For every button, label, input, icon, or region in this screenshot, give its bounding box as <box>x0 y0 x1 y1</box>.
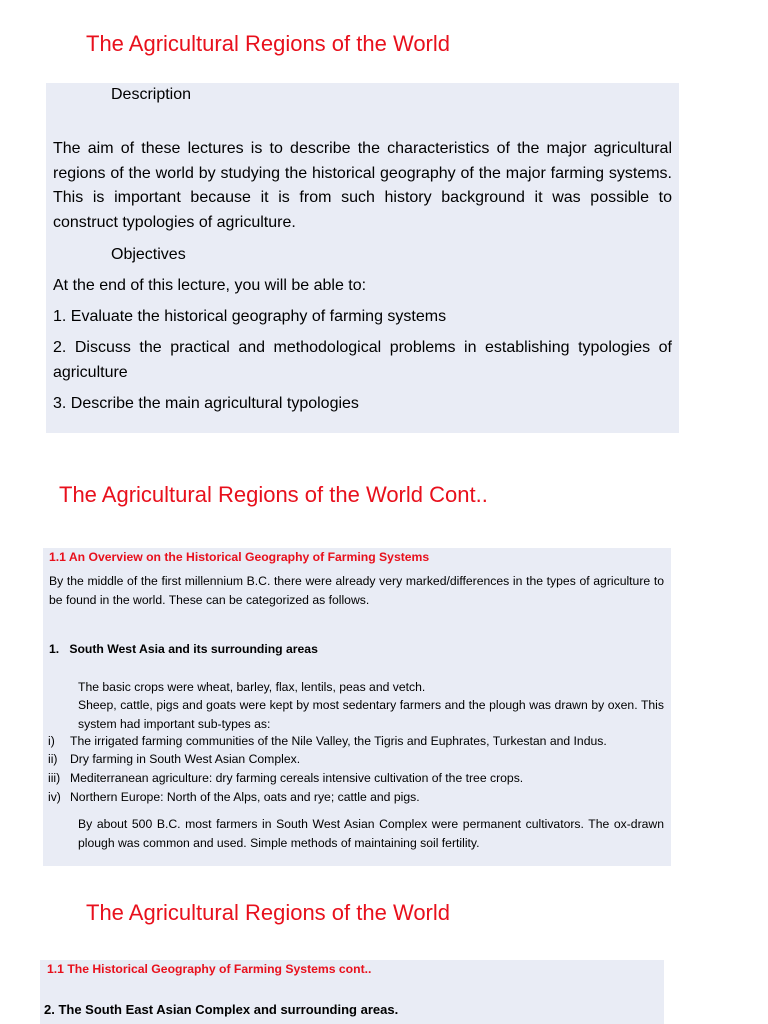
section-heading: 1.1 The Historical Geography of Farming Systems cont.. <box>47 962 372 976</box>
slide2-content-box <box>43 548 671 866</box>
subtype-item <box>48 752 300 766</box>
subtype-item <box>48 790 420 804</box>
subtype-item <box>48 771 523 785</box>
objectives-intro: At the end of this lecture, you will be able to: <box>53 277 367 294</box>
subtype-text: Dry farming in South West Asian Complex. <box>70 752 301 766</box>
objective-item: 1. Evaluate the historical geography of farming systems <box>53 308 447 325</box>
subtype-number: ii) <box>48 752 58 766</box>
description-heading: Description <box>111 86 192 103</box>
objective-item: 2. Discuss the practical and methodological problems in establishing typologies of agriculture <box>53 339 672 381</box>
subtype-item <box>48 734 607 748</box>
description-text: The aim of these lectures is to describe the characteristics of the major agricultural regions of the world by studying the historical geography of the major farming systems. This is important because it is from such history background it was possible to construct typologies of agriculture. <box>53 140 672 231</box>
item1-heading: 1. South West Asia and its surrounding areas <box>49 642 318 656</box>
livestock-text: Sheep, cattle, pigs and goats were kept by most sedentary farmers and the plough was drawn by oxen. This system had important sub-types as: <box>78 698 664 731</box>
slide2-title: The Agricultural Regions of the World Cont.. <box>59 482 488 507</box>
closing-text: By about 500 B.C. most farmers in South West Asian Complex were permanent cultivators. The ox-drawn plough was common and used. Simple methods of maintaining soil fertility. <box>78 817 664 850</box>
subtype-text: The irrigated farming communities of the Nile Valley, the Tigris and Euphrates, Turkestan and Indus. <box>70 734 607 748</box>
overview-intro: By the middle of the first millennium B.C. there were already very marked/differences in the types of agriculture to be found in the world. These can be categorized as follows. <box>49 574 664 607</box>
slide1-title: The Agricultural Regions of the World <box>86 31 450 56</box>
subtype-text: Northern Europe: North of the Alps, oats and rye; cattle and pigs. <box>70 790 420 804</box>
slide3-content-box <box>40 960 664 1024</box>
section-heading: 1.1 An Overview on the Historical Geography of Farming Systems <box>49 550 430 564</box>
subtype-number: iii) <box>48 771 61 785</box>
objective-item: 3. Describe the main agricultural typologies <box>53 395 359 412</box>
subtype-number: iv) <box>48 790 61 804</box>
objectives-heading: Objectives <box>111 246 186 263</box>
slide1-content-box <box>46 83 679 433</box>
crops-text: The basic crops were wheat, barley, flax, lentils, peas and vetch. <box>78 680 426 694</box>
subtype-number: i) <box>48 734 55 748</box>
item2-heading: 2. The South East Asian Complex and surrounding areas. <box>44 1002 399 1017</box>
subtype-text: Mediterranean agriculture: dry farming cereals intensive cultivation of the tree crops. <box>70 771 524 785</box>
slide3-title: The Agricultural Regions of the World <box>86 900 450 925</box>
